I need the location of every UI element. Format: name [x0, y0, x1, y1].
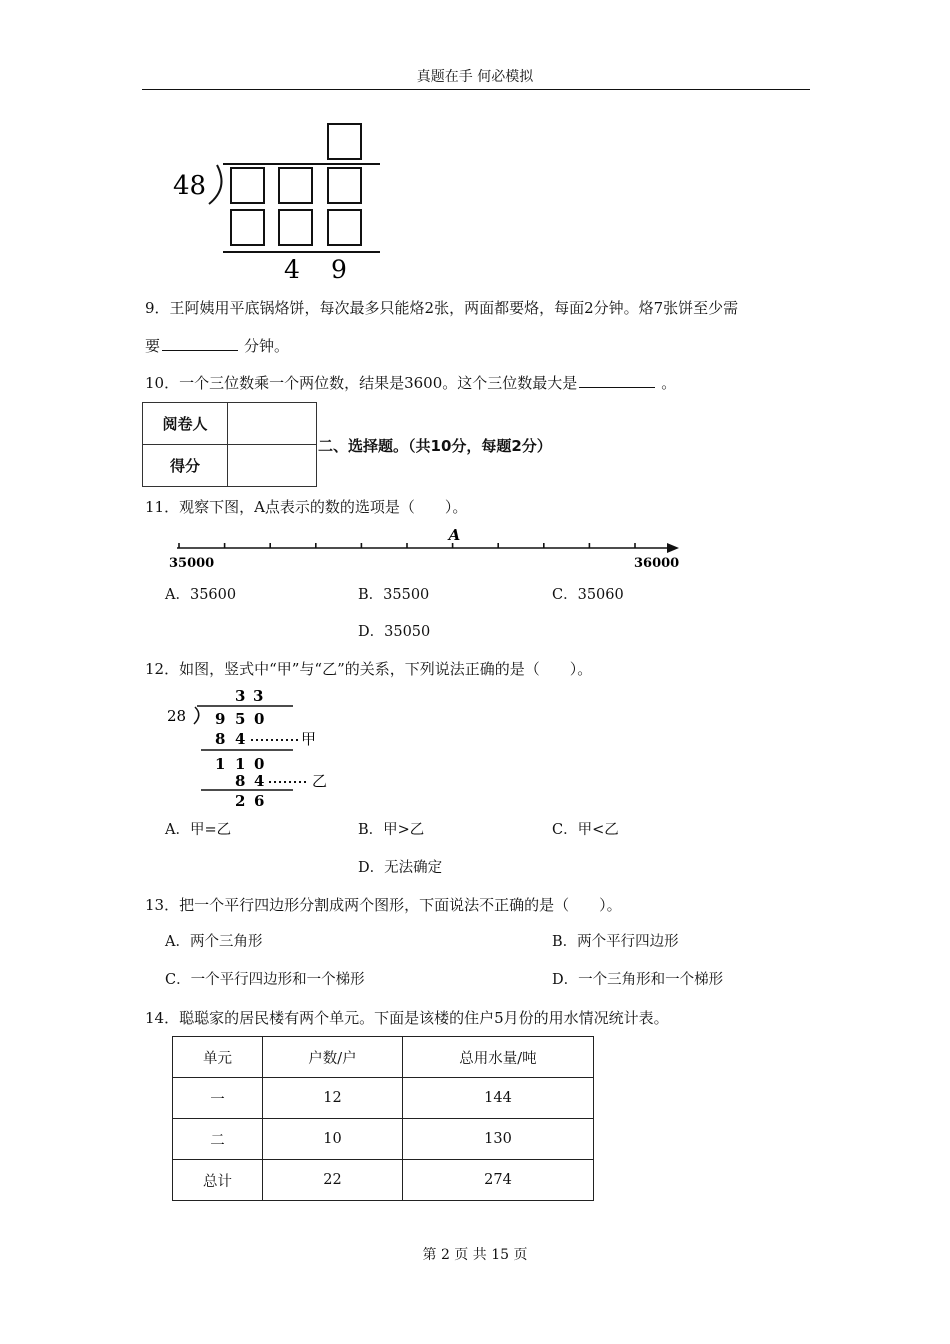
dividend-box-1	[231, 168, 264, 203]
q12-step1-digit: 4	[235, 730, 246, 748]
q11-option-b[interactable]: B．35500	[358, 587, 430, 603]
page-footer: 第 2 页 共 15 页	[422, 1247, 528, 1263]
table-header-row	[173, 1037, 594, 1078]
table-header-cell: 总用水量/吨	[403, 1037, 594, 1078]
q11-number-line	[165, 523, 685, 573]
q12-option-b[interactable]: B．甲>乙	[358, 822, 425, 838]
q12-remainder-digit: 2	[235, 792, 246, 810]
q12-option-c[interactable]: C．甲<乙	[552, 822, 619, 838]
table-header-cell: 户数/户	[263, 1037, 403, 1078]
reviewer-cell[interactable]	[228, 403, 317, 445]
table-cell: 12	[263, 1078, 403, 1119]
q12-step2-digit: 1	[215, 755, 226, 773]
q12-option-d[interactable]: D．无法确定	[358, 860, 443, 876]
q12-tag-jia: 甲	[301, 730, 317, 748]
q13-stem: 13．把一个平行四边形分割成两个图形，下面说法不正确的是（ ）。	[145, 896, 622, 914]
table-cell: 144	[403, 1078, 594, 1119]
reviewer-label: 阅卷人	[143, 403, 228, 445]
q12-step2-digit: 0	[254, 755, 265, 773]
table-header-cell: 单元	[173, 1037, 263, 1078]
q12-remainder-digit: 6	[254, 792, 265, 810]
table-row	[173, 1078, 594, 1119]
number-line-arrow	[667, 543, 679, 553]
table-cell: 二	[173, 1119, 263, 1160]
q8-remainder-digit: 9	[331, 255, 347, 284]
q12-dividend-digit: 5	[235, 710, 246, 728]
score-label: 得分	[143, 445, 228, 487]
q8-remainder-digit: 4	[284, 255, 300, 284]
number-line-start-label: 35000	[169, 556, 215, 571]
q12-division-figure	[165, 684, 340, 812]
q10-stem: 10．一个三位数乘一个两位数，结果是3600。这个三位数最大是	[145, 374, 578, 392]
q10-after-blank: 。	[661, 374, 677, 392]
table-cell: 总计	[173, 1160, 263, 1201]
score-box	[142, 402, 317, 487]
q13-option-d[interactable]: D．一个三角形和一个梯形	[552, 972, 724, 988]
dividend-box-3	[328, 168, 361, 203]
page-header: 真题在手 何必模拟	[416, 69, 534, 85]
q8-division-figure	[165, 118, 395, 288]
header-rule	[142, 89, 810, 90]
number-line-end-label: 36000	[634, 556, 680, 571]
q12-step1-digit: 8	[215, 730, 226, 748]
q12-step3-digit: 8	[235, 772, 246, 790]
q11-option-c[interactable]: C．35060	[552, 587, 624, 603]
q14-stem: 14．聪聪家的居民楼有两个单元。下面是该楼的住户5月份的用水情况统计表。	[145, 1009, 669, 1027]
point-a-label: A	[448, 526, 461, 544]
q12-stem: 12．如图，竖式中“甲”与“乙”的关系，下列说法正确的是（ ）。	[145, 660, 593, 678]
q12-quotient-digit: 3	[253, 687, 264, 705]
quotient-box	[328, 124, 361, 159]
q12-divisor: 28	[167, 707, 187, 725]
table-cell: 274	[403, 1160, 594, 1201]
score-cell[interactable]	[228, 445, 317, 487]
q12-dividend-digit: 9	[215, 710, 226, 728]
product-box-1	[231, 210, 264, 245]
q12-dividend-digit: 0	[254, 710, 265, 728]
q11-option-d[interactable]: D．35050	[358, 624, 431, 640]
q12-quotient-digit: 3	[235, 687, 246, 705]
q13-option-b[interactable]: B．两个平行四边形	[552, 934, 679, 950]
q8-divisor: 48	[173, 171, 207, 201]
table-cell: 一	[173, 1078, 263, 1119]
q10-line	[145, 372, 676, 393]
table-cell: 130	[403, 1119, 594, 1160]
q9-after-blank: 分钟。	[244, 337, 290, 355]
dividend-box-2	[279, 168, 312, 203]
product-box-3	[328, 210, 361, 245]
table-row	[173, 1160, 594, 1201]
q11-stem: 11．观察下图，A点表示的数的选项是（ ）。	[145, 498, 468, 516]
q12-step2-digit: 1	[235, 755, 246, 773]
q11-option-a[interactable]: A．35600	[165, 587, 237, 603]
table-cell: 10	[263, 1119, 403, 1160]
table-row	[173, 1119, 594, 1160]
q9-before-blank: 要	[145, 337, 161, 355]
q12-tag-yi: 乙	[312, 772, 328, 790]
table-cell: 22	[263, 1160, 403, 1201]
q12-division-bracket	[194, 707, 199, 724]
q12-option-a[interactable]: A．甲=乙	[165, 822, 232, 838]
q9-line2	[145, 335, 289, 356]
q9-line1: 9．王阿姨用平底锅烙饼，每次最多只能烙2张，两面都要烙，每面2分钟。烙7张饼至少需	[145, 299, 739, 317]
product-box-2	[279, 210, 312, 245]
section-title: 二、选择题。（共10分，每题2分）	[318, 437, 552, 455]
division-bracket	[209, 165, 222, 204]
q12-step3-digit: 4	[254, 772, 265, 790]
q13-option-a[interactable]: A．两个三角形	[165, 934, 263, 950]
q10-answer-blank[interactable]	[579, 372, 655, 388]
q14-water-table	[172, 1036, 594, 1201]
q9-answer-blank[interactable]	[162, 335, 238, 351]
q13-option-c[interactable]: C．一个平行四边形和一个梯形	[165, 972, 365, 988]
